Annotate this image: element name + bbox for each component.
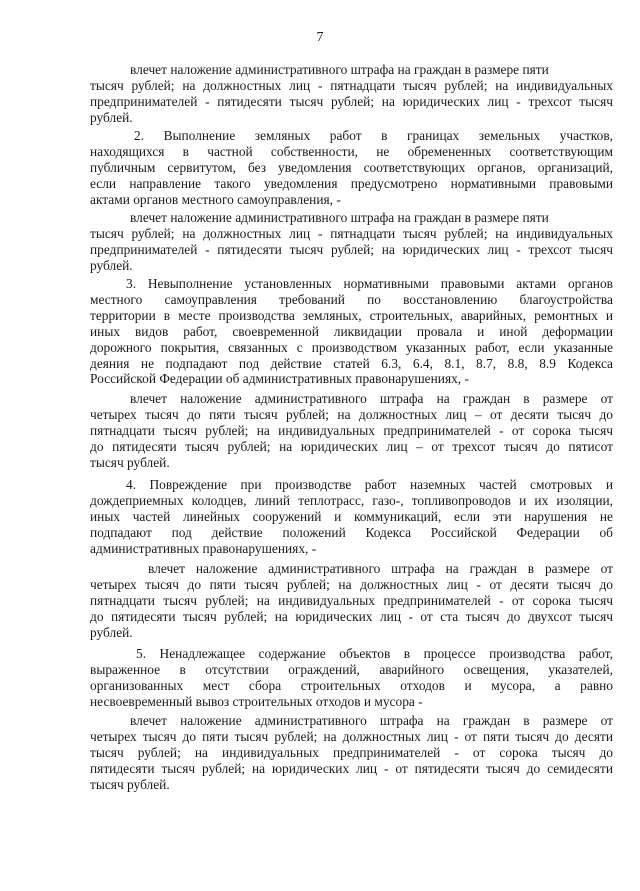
text-line: четырех тысяч до пяти тысяч рублей; на должностных лиц - от десяти тысяч до: [90, 576, 613, 592]
text-line: выраженное в отсутствии ограждений, аварийного освещения, указателей,: [90, 661, 613, 677]
text-line: Российской Федерации об административных правонарушениях, -: [90, 371, 469, 387]
text-line: влечет наложение административного штрафа на граждан в размере от: [130, 713, 613, 728]
text-line: четырех тысяч до пяти тысяч рублей; на должностных лиц - от пяти тысяч до десяти: [90, 728, 613, 744]
text-line: влечет наложение административного штрафа на граждан в размере от: [130, 391, 613, 406]
text-line: иных частей линейных сооружений и коммуникаций, если эти нарушения не: [90, 508, 613, 524]
text-line: рублей.: [90, 257, 133, 273]
text-line: местного самоуправления требований по восстановлению благоустройства: [90, 291, 613, 307]
text-line: административных правонарушениях, -: [90, 540, 317, 556]
paragraph-item-5: [90, 646, 613, 710]
text-line: тысяч рублей.: [90, 454, 170, 470]
text-line: пятнадцати тысяч рублей; на индивидуальных предпринимателей - от сорока тысяч: [90, 592, 613, 608]
text-line: если направление такого уведомления предусмотрено нормативными правовыми: [90, 175, 613, 191]
text-line: иных видов работ, своевременной ликвидации провала и иной деформации: [90, 323, 613, 339]
text-line: 3. Невыполнение установленных нормативными правовыми актами органов: [126, 276, 613, 291]
text-line: 5. Ненадлежащее содержание объектов в процессе производства работ,: [136, 646, 613, 661]
text-line: подпадают под действие положений Кодекса Российской Федерации об: [90, 524, 613, 540]
text-line: влечет наложение административного штрафа на граждан в размере пяти: [130, 210, 549, 225]
text-line: пятнадцати тысяч рублей; на индивидуальных предпринимателей - от сорока тысяч: [90, 422, 613, 438]
text-line: тысяч рублей.: [90, 776, 170, 792]
text-line: несвоевременный вывоз строительных отходов и мусора -: [90, 693, 423, 709]
text-line: публичным сервитутом, без уведомления соответствующих органов, организаций,: [90, 159, 613, 175]
text-line: предпринимателей - пятидесяти тысяч рублей; на юридических лиц - трехсот тысяч: [90, 241, 613, 257]
text-line: дождеприемных колодцев, линий теплотрасс, газо-, топливопроводов и их изоляции,: [90, 492, 613, 508]
text-line: влечет наложение административного штрафа на граждан в размере от: [148, 561, 613, 576]
paragraph-item-2: [90, 128, 613, 208]
text-line: дорожного покрытия, связанных с производством указанных работ, если указанные: [90, 339, 613, 355]
text-line: тысяч рублей; на должностных лиц - пятнадцати тысяч рублей; на индивидуальных: [90, 225, 613, 241]
text-line: тысяч рублей; на должностных лиц - пятнадцати тысяч рублей; на индивидуальных: [90, 77, 613, 93]
paragraph-penalty-3: [90, 391, 613, 471]
text-line: актами органов местного самоуправления, -: [90, 191, 341, 207]
text-line: влечет наложение административного штрафа на граждан в размере пяти: [130, 62, 549, 77]
text-line: организованных мест сбора строительных отходов и мусора, а равно: [90, 677, 613, 693]
text-line: находящихся в частной собственности, не обремененных соответствующим: [90, 143, 613, 159]
text-line: тысяч рублей; на индивидуальных предпринимателей - от сорока тысяч до: [90, 744, 613, 760]
text-line: четырех тысяч до пяти тысяч рублей; на должностных лиц – от десяти тысяч до: [90, 406, 613, 422]
page-number: 7: [316, 30, 324, 45]
paragraph-item-4: [90, 477, 613, 557]
text-line: деяния не подпадают под действие статей 6.3, 6.4, 8.1, 8.7, 8.8, 8.9 Кодекса: [90, 355, 613, 371]
text-line: пятидесяти тысяч рублей; на юридических лиц - от пятидесяти тысяч до семидесяти: [90, 760, 613, 776]
text-line: территории в месте производства земляных, строительных, аварийных, ремонтных и: [90, 307, 613, 323]
paragraph-penalty-2: [90, 210, 613, 274]
text-line: до пятидесяти тысяч рублей; на юридических лиц - от ста тысяч до двухсот тысяч: [90, 608, 613, 624]
paragraph-item-3: [90, 276, 613, 387]
paragraph-penalty-5: [90, 713, 613, 793]
text-line: рублей.: [90, 109, 133, 125]
text-line: рублей.: [90, 624, 133, 640]
text-line: 4. Повреждение при производстве работ наземных частей смотровых и: [126, 477, 613, 492]
text-line: до пятидесяти тысяч рублей; на юридических лиц – от трехсот тысяч до пятисот: [90, 438, 613, 454]
text-line: предпринимателей - пятидесяти тысяч рублей; на юридических лиц - трехсот тысяч: [90, 93, 613, 109]
paragraph-penalty-4: [90, 561, 613, 641]
paragraph-penalty-1: [90, 62, 613, 126]
text-line: 2. Выполнение земляных работ в границах земельных участков,: [134, 128, 613, 143]
